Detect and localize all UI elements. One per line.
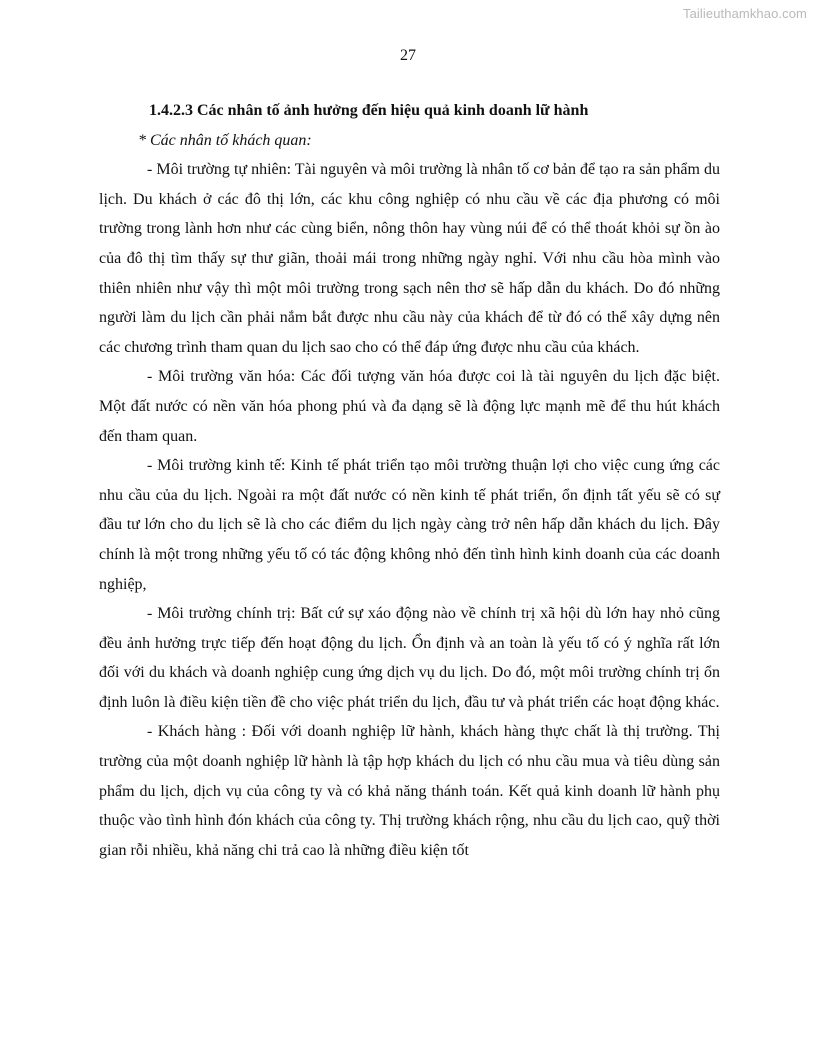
paragraph-customers: - Khách hàng : Đối với doanh nghiệp lữ hành, khách hàng thực chất là thị trường. Thị trường của một doanh nghiệp lữ hành là tập hợp khách du lịch có nhu cầu mua và tiêu dùng sản phẩm du lịch, dịch vụ của công ty và có khả năng thánh toán. Kết quả kinh doanh lữ hành phụ thuộc vào tình hình đón khách của công ty. Thị trường khách rộng, nhu cầu du lịch cao, quỹ thời gian rỗi nhiều, khả năng chi trả cao là những điều kiện tốt xyxy=(99,723,720,859)
watermark: Tailieuthamkhao.com xyxy=(682,6,807,21)
page-body xyxy=(99,96,720,865)
paragraph-natural-environment: - Môi trường tự nhiên: Tài nguyên và môi trường là nhân tố cơ bản để tạo ra sản phẩm du lịch. Du khách ở các đô thị lớn, các khu công nghiệp có nhu cầu về các địa phương có môi trường trong lành hơn như các cùng biển, nông thôn hay vùng núi để có thể thoát khỏi sự ồn ào của đô thị tìm thấy sự thư giãn, thoải mái trong những ngày nghỉ. Với nhu cầu hòa mình vào thiên nhiên như vậy thì một môi trường trong sạch nên thơ sẽ hấp dẫn du khách. Do đó những người làm du lịch cần phải nắm bắt được nhu cầu này của khách để từ đó có thể xây dựng nên các chương trình tham quan du lịch sao cho có thể đáp ứng được nhu cầu của khách. xyxy=(99,161,720,356)
paragraph-cultural-environment: - Môi trường văn hóa: Các đối tượng văn hóa được coi là tài nguyên du lịch đặc biệt. Một đất nước có nền văn hóa phong phú và đa dạng sẽ là động lực mạnh mẽ để thu hút khách đến tham quan. xyxy=(99,368,720,445)
paragraph-political-environment: - Môi trường chính trị: Bất cứ sự xáo động nào về chính trị xã hội dù lớn hay nhỏ cũng đều ảnh hưởng trực tiếp đến hoạt động du lịch. Ổn định và an toàn là yếu tố có ý nghĩa rất lớn đối với du khách và doanh nghiệp cung ứng dịch vụ du lịch. Do đó, một môi trường chính trị ổn định luôn là điều kiện tiền đề cho việc phát triển du lịch, đầu tư và phát triển các hoạt động khác. xyxy=(99,605,720,711)
section-heading: 1.4.2.3 Các nhân tố ảnh hưởng đến hiệu quả kinh doanh lữ hành xyxy=(149,102,589,119)
paragraph-economic-environment: - Môi trường kinh tế: Kinh tế phát triển tạo môi trường thuận lợi cho việc cung ứng các nhu cầu của du lịch. Ngoài ra một đất nước có nền kinh tế phát triển, ổn định tất yếu sẽ có sự đầu tư lớn cho du lịch sẽ là cho các điểm du lịch ngày càng trở nên hấp dẫn khách du lịch. Đây chính là một trong những yếu tố có tác động không nhỏ đến tình hình kinh doanh của các doanh nghiệp, xyxy=(99,457,720,593)
subheading: * Các nhân tố khách quan: xyxy=(138,131,312,149)
page-number: 27 xyxy=(400,47,416,64)
